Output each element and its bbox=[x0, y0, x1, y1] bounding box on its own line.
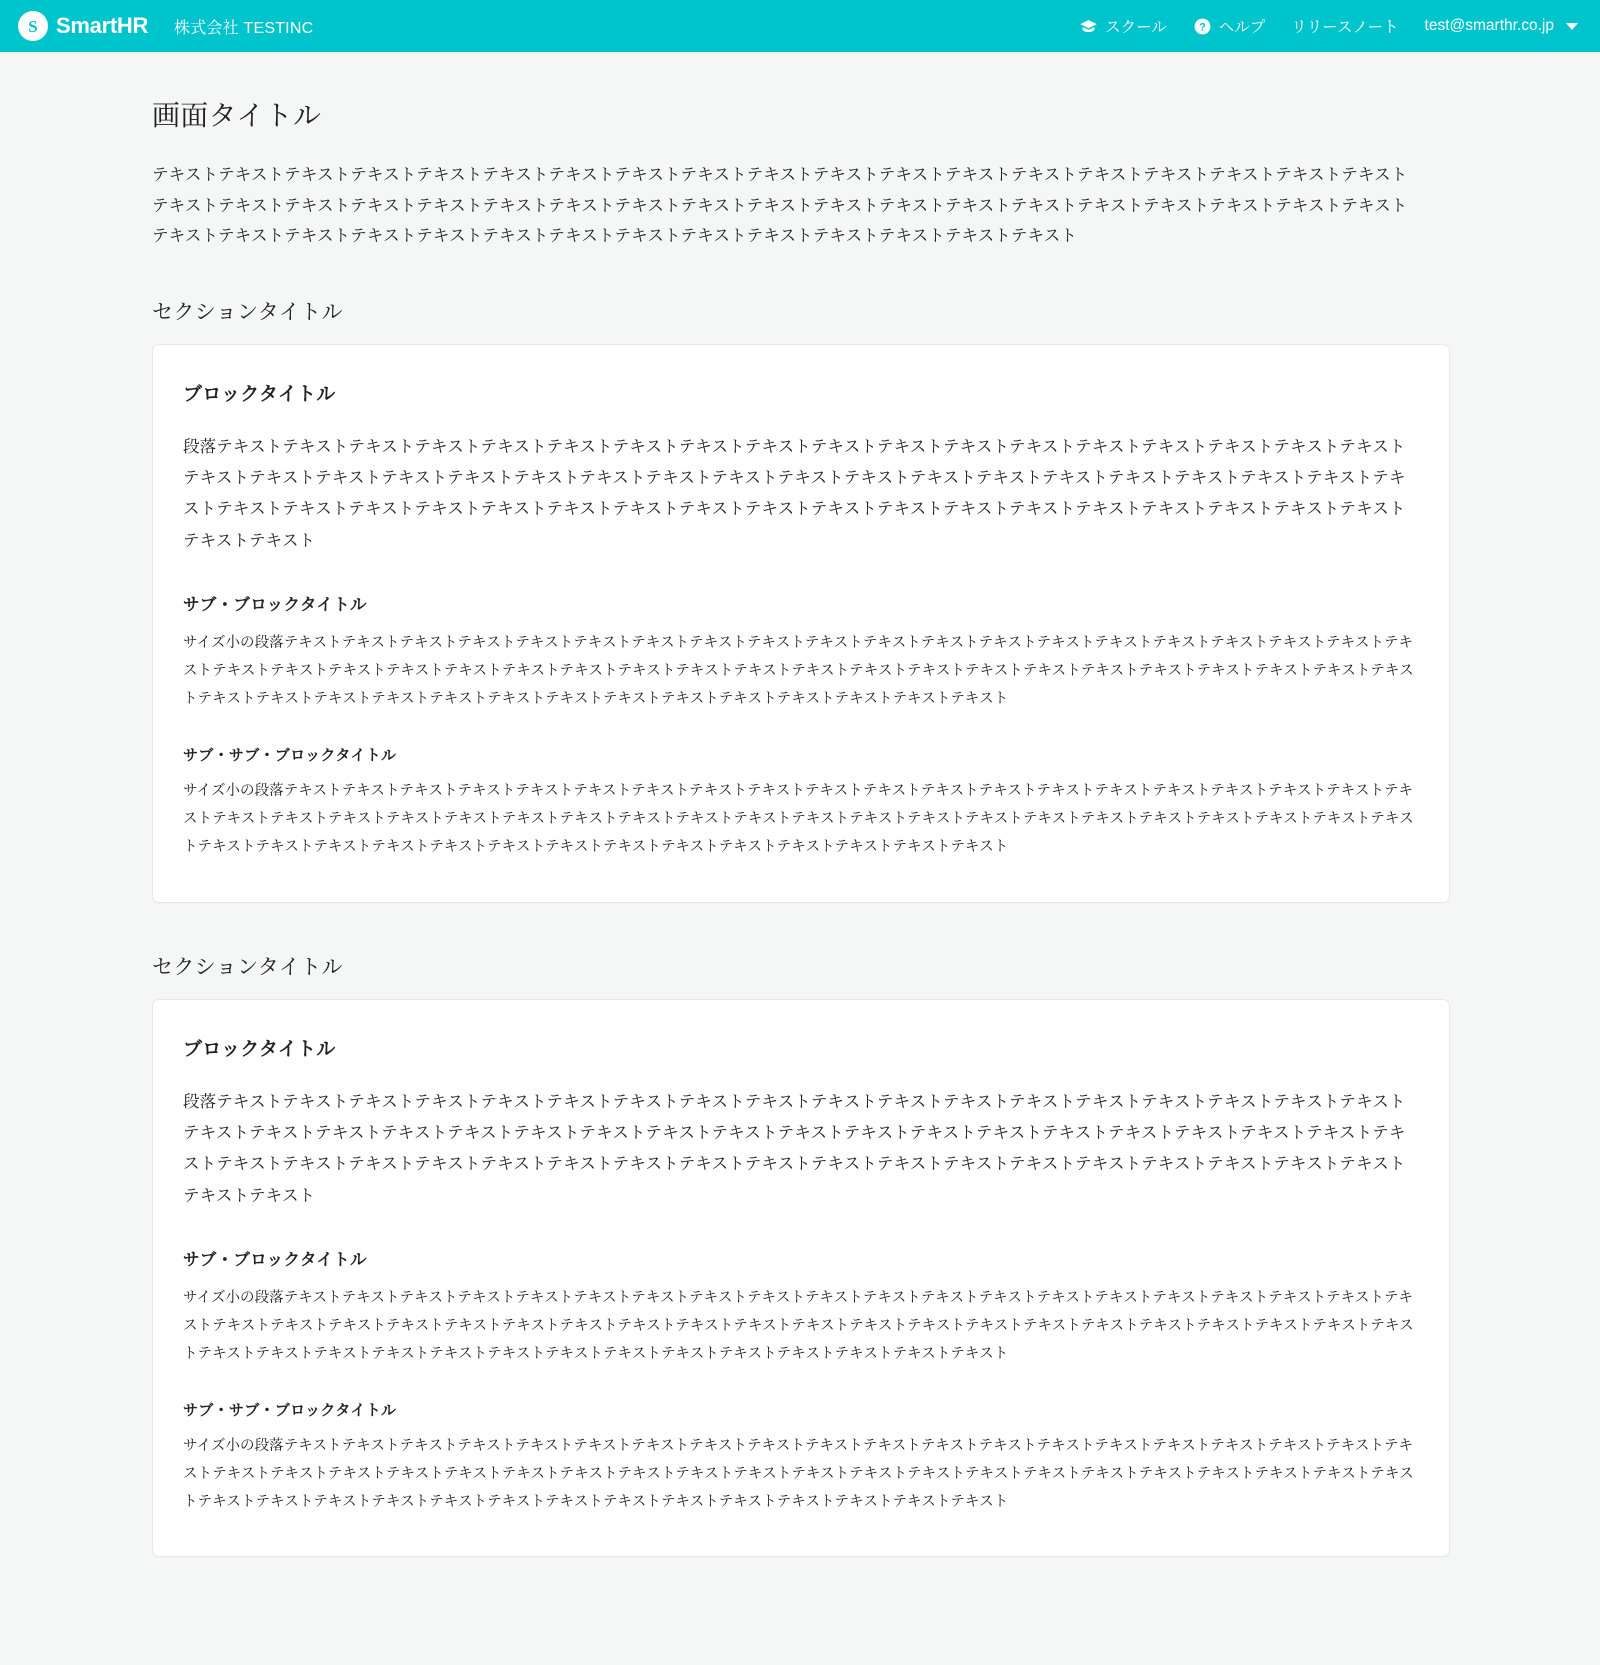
header-link-school[interactable] bbox=[1079, 15, 1167, 37]
header-actions bbox=[1079, 15, 1578, 37]
brand-name: SmartHR bbox=[56, 13, 149, 38]
sub-sub-block-paragraph-1: サイズ小の段落テキストテキストテキストテキストテキストテキストテキストテキストテキストテキストテキストテキストテキストテキストテキストテキストテキストテキストテキストテキストテキストテキストテキストテキストテキストテキストテキストテキストテキストテキストテキストテキストテキストテキストテキストテキストテキストテキストテキストテキストテキストテキストテキストテキストテキストテキストテキストテキストテキストテキストテキストテキストテキストテキストテキスト bbox=[183, 782, 1414, 856]
chevron-down-icon bbox=[1566, 23, 1578, 30]
header-link-help-label: ヘルプ bbox=[1218, 19, 1266, 36]
page-title: 画面タイトル bbox=[152, 100, 322, 131]
block-title-1: ブロックタイトル bbox=[183, 383, 336, 405]
sub-block-title-1: サブ・ブロックタイトル bbox=[183, 595, 367, 614]
account-menu[interactable] bbox=[1425, 17, 1578, 35]
svg-text:S: S bbox=[28, 17, 38, 36]
header-link-release-notes-label: リリースノート bbox=[1291, 19, 1399, 36]
block-title-2: ブロックタイトル bbox=[183, 1038, 336, 1060]
page-lead-text: テキストテキストテキストテキストテキストテキストテキストテキストテキストテキストテキストテキストテキストテキストテキストテキストテキストテキストテキストテキストテキストテキストテキストテキストテキストテキストテキストテキストテキストテキストテキストテキストテキストテキストテキストテキストテキストテキストテキストテキストテキストテキストテキストテキストテキストテキストテキストテキストテキストテキストテキストテキスト bbox=[152, 166, 1408, 246]
sub-block-paragraph-2: サイズ小の段落テキストテキストテキストテキストテキストテキストテキストテキストテキストテキストテキストテキストテキストテキストテキストテキストテキストテキストテキストテキストテキストテキストテキストテキストテキストテキストテキストテキストテキストテキストテキストテキストテキストテキストテキストテキストテキストテキストテキストテキストテキストテキストテキストテキストテキストテキストテキストテキストテキストテキストテキストテキストテキストテキストテキスト bbox=[183, 1289, 1414, 1363]
account-email: test@smarthr.co.jp bbox=[1424, 17, 1554, 34]
section-title-2: セクションタイトル bbox=[152, 955, 343, 979]
header-link-help[interactable] bbox=[1193, 15, 1266, 37]
sub-sub-block-paragraph-2: サイズ小の段落テキストテキストテキストテキストテキストテキストテキストテキストテキストテキストテキストテキストテキストテキストテキストテキストテキストテキストテキストテキストテキストテキストテキストテキストテキストテキストテキストテキストテキストテキストテキストテキストテキストテキストテキストテキストテキストテキストテキストテキストテキストテキストテキストテキストテキストテキストテキストテキストテキストテキストテキストテキストテキストテキストテキスト bbox=[183, 1437, 1414, 1511]
section-title-1: セクションタイトル bbox=[152, 300, 343, 324]
header-link-school-label: スクール bbox=[1105, 19, 1167, 36]
tenant-name: 株式会社 TESTINC bbox=[174, 19, 314, 37]
page-body bbox=[0, 52, 1600, 1665]
graduation-cap-icon bbox=[1079, 17, 1098, 36]
sub-sub-block-title-1: サブ・サブ・ブロックタイトル bbox=[183, 746, 397, 764]
svg-text:?: ? bbox=[1198, 20, 1206, 33]
sub-block-title-2: サブ・ブロックタイトル bbox=[183, 1250, 367, 1269]
sub-block-paragraph-1: サイズ小の段落テキストテキストテキストテキストテキストテキストテキストテキストテキストテキストテキストテキストテキストテキストテキストテキストテキストテキストテキストテキストテキストテキストテキストテキストテキストテキストテキストテキストテキストテキストテキストテキストテキストテキストテキストテキストテキストテキストテキストテキストテキストテキストテキストテキストテキストテキストテキストテキストテキストテキストテキストテキストテキストテキストテキスト bbox=[183, 634, 1414, 708]
block-paragraph-2: 段落テキストテキストテキストテキストテキストテキストテキストテキストテキストテキストテキストテキストテキストテキストテキストテキストテキストテキストテキストテキストテキストテキストテキストテキストテキストテキストテキストテキストテキストテキストテキストテキストテキストテキストテキストテキストテキストテキストテキストテキストテキストテキストテキストテキストテキストテキストテキストテキストテキストテキストテキストテキストテキストテキストテキストテキストテキスト bbox=[183, 1092, 1406, 1205]
s-logo-icon bbox=[18, 11, 48, 41]
block-paragraph-1: 段落テキストテキストテキストテキストテキストテキストテキストテキストテキストテキストテキストテキストテキストテキストテキストテキストテキストテキストテキストテキストテキストテキストテキストテキストテキストテキストテキストテキストテキストテキストテキストテキストテキストテキストテキストテキストテキストテキストテキストテキストテキストテキストテキストテキストテキストテキストテキストテキストテキストテキストテキストテキストテキストテキストテキストテキストテキスト bbox=[183, 437, 1406, 550]
sub-sub-block-title-2: サブ・サブ・ブロックタイトル bbox=[183, 1401, 397, 1419]
question-circle-icon bbox=[1193, 17, 1212, 36]
section-card-1 bbox=[152, 344, 1450, 903]
header-link-release-notes[interactable] bbox=[1291, 15, 1398, 37]
section-card-2 bbox=[152, 999, 1450, 1558]
brand-logo[interactable] bbox=[18, 11, 148, 41]
app-header bbox=[0, 0, 1600, 52]
